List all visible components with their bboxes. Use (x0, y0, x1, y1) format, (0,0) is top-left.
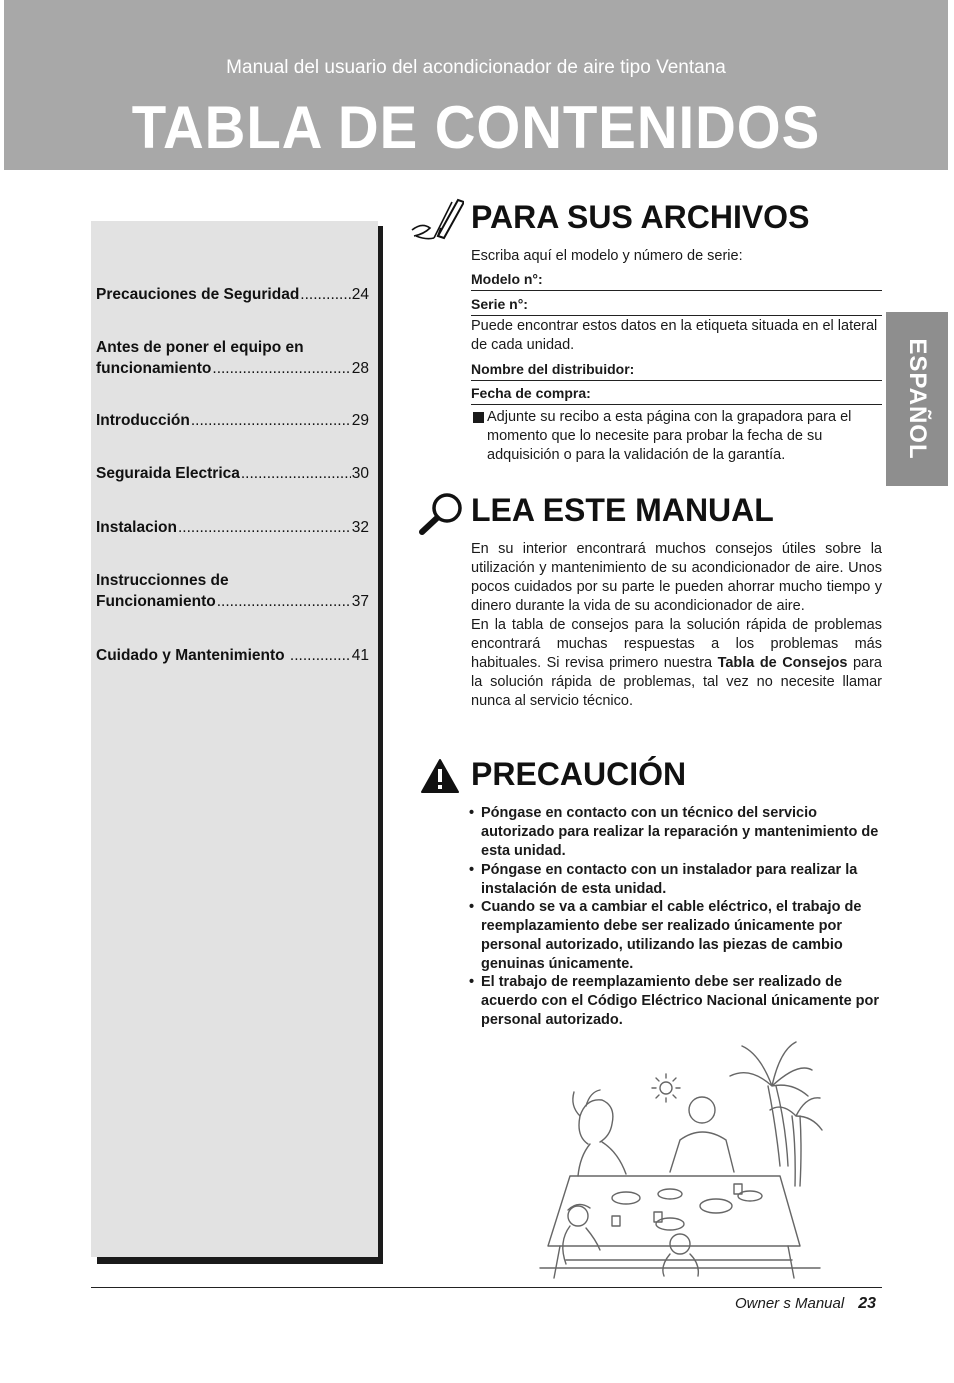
para2-end: para la solución rápida de problemas, tal vez no necesite llamar nunca al servicio técnico. (471, 655, 882, 709)
toc-label: funcionamiento (96, 360, 212, 377)
toc-label: Instalacion (96, 519, 177, 536)
caution-bullet-text: Póngase en contacto con un técnico del servicio autorizado para realizar la reparación y mantenimiento de esta unidad. (481, 805, 879, 859)
purchase-date-field[interactable]: Fecha de compra: (471, 385, 882, 405)
toc-page: 29 (351, 412, 369, 429)
receipt-note-text: Adjunte su recibo a esta página con la grapadora para el momento que lo necesite para probar la fecha de su adquisición o para la validación de la garantía. (487, 409, 852, 463)
tips-table-term: Tabla de Consejos (717, 655, 848, 671)
toc-sidebar (91, 221, 378, 1257)
caution-bullet-text: Póngase en contacto con un instalador para realizar la instalación de esta unidad. (481, 862, 858, 897)
caution-bullet: • Póngase en contacto con un técnico del servicio autorizado para realizar la reparación y mantenimiento de esta unidad. (469, 804, 884, 861)
toc-item-care-maintenance[interactable] (96, 645, 369, 666)
language-tab (886, 312, 948, 486)
caution-bullet-text: El trabajo de reemplazamiento debe ser realizado de acuerdo con el Código Eléctrico Nacional únicamente por personal autorizado. (481, 974, 880, 1028)
read-manual-body (471, 540, 882, 711)
square-bullet-icon (473, 412, 484, 423)
language-label: ESPAÑOL (904, 338, 931, 460)
location-note: Puede encontrar estos datos en la etiqueta situada en el lateral de cada unidad. (471, 318, 878, 353)
toc-label: Funcionamiento (96, 593, 216, 610)
toc-page: 28 (351, 360, 369, 377)
caution-title: PRECAUCIÓN (471, 756, 687, 792)
page-title: TABLA DE CONTENIDOS (131, 94, 821, 161)
toc-label: Cuidado y Mantenimiento (96, 647, 289, 664)
toc-item-electrical-safety[interactable] (96, 463, 369, 484)
toc-page: 24 (351, 286, 369, 303)
records-title: PARA SUS ARCHIVOS (471, 199, 810, 235)
toc-page: 30 (351, 465, 369, 482)
receipt-note (471, 408, 882, 465)
caution-bullet: • Cuando se va a cambiar el cable eléctrico, el trabajo de reemplazamiento debe ser realizado únicamente por personal autorizado, utilizando las piezas de cambio genuinas únicamente. (469, 898, 884, 974)
caution-bullet-text: Cuando se va a cambiar el cable eléctrico, el trabajo de reemplazamiento debe ser realizado únicamente por personal autorizado, utilizando las piezas de cambio genuinas únicamente. (481, 899, 862, 972)
page-number: 23 (858, 1295, 876, 1312)
pen-icon (408, 196, 464, 242)
toc-label: Seguraida Electrica (96, 465, 240, 482)
toc-item-safety[interactable] (96, 284, 369, 305)
toc-item-before-operation[interactable] (96, 337, 369, 379)
read-manual-para1: En su interior encontrará muchos consejos útiles sobre la utilización y mantenimiento de su acondicionador de aire. Unos pocos cuidados por su parte le pueden ahorrar mucho tiempo y dinero durante la vida de su acondicionador de aire. (471, 541, 882, 614)
toc-item-introduction[interactable] (96, 410, 369, 431)
caution-bullet: • Póngase en contacto con un instalador para realizar la instalación de esta unidad. (469, 861, 884, 899)
toc-page: 37 (351, 593, 369, 610)
header-banner (4, 0, 948, 170)
picnic-illustration (530, 1036, 830, 1284)
toc-page: 41 (351, 647, 369, 664)
toc-label: Introducción (96, 412, 190, 429)
warning-icon (420, 758, 460, 794)
footer-label: Owner s Manual (734, 1295, 845, 1312)
manual-subtitle: Manual del usuario del acondicionador de aire tipo Ventana (226, 57, 726, 78)
toc-label-line1: Antes de poner el equipo en (96, 339, 304, 356)
para2-start: En la tabla de consejos para la solución rápida de problemas encontrará muchas respuestas a los problemas más habituales. Si revisa primero nuestra (471, 617, 882, 671)
toc-item-operating-instructions[interactable] (96, 570, 369, 612)
toc-item-installation[interactable] (96, 517, 369, 538)
dealer-field[interactable]: Nombre del distribuidor: (471, 361, 882, 381)
read-manual-para2 (471, 616, 882, 711)
serial-field[interactable]: Serie n°: (471, 296, 882, 316)
toc-page: 32 (351, 519, 369, 536)
read-manual-title: LEA ESTE MANUAL (471, 492, 774, 528)
toc-label: Precauciones de Seguridad (96, 286, 300, 303)
toc-label-line1: Instruccionnes de (96, 572, 229, 589)
caution-bullet: • El trabajo de reemplazamiento debe ser realizado de acuerdo con el Código Eléctrico Nacional únicamente por personal autorizado. (469, 973, 884, 1030)
magnifier-icon (418, 492, 464, 536)
footer-rule (91, 1287, 882, 1288)
model-field[interactable]: Modelo n°: (471, 271, 882, 291)
records-intro: Escriba aquí el modelo y número de serie: (471, 248, 743, 264)
page-footer (735, 1295, 876, 1313)
